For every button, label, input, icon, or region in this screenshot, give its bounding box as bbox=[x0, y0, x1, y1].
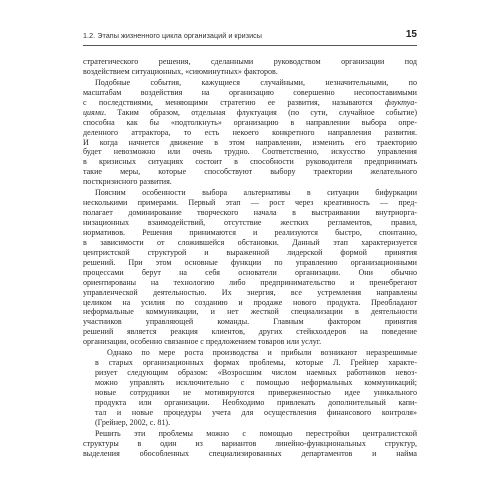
text-line: И когда начнется движение в этом направлении, изменить его траекторию bbox=[83, 137, 417, 147]
text-line: будет невозможно или очень трудно. Соответственно, искусство управления bbox=[83, 147, 417, 157]
text-line: в зависимости от сложившейся обстановки. Данный этап характеризуется bbox=[83, 237, 417, 247]
text-line: стратегического решения, сделанными руководством организации под bbox=[83, 57, 417, 66]
text-line: ориентированы на технологию либо предпринимательство и пренебрегают bbox=[83, 277, 417, 287]
text-line: структуры в один из вариантов линейно-функциональных структур, bbox=[83, 438, 417, 448]
text-line: центристской структурой и выраженной лидерской формой принятия bbox=[83, 247, 417, 257]
text-line: Решить эти проблемы можно с помощью перестройки централистской bbox=[95, 428, 417, 438]
page-body bbox=[83, 57, 417, 459]
text-line: низационных взаимодействий, отсутствие жестких регламентов, правил, bbox=[83, 218, 417, 227]
term-fluctuations-end: циями bbox=[83, 107, 104, 117]
text-run: . Таким образом, отдельная флуктуация (по сути, случайное событие) bbox=[103, 107, 417, 117]
text-line: воздействием ситуационных, «сиюминутных» факторов. bbox=[83, 66, 278, 76]
text-line bbox=[83, 108, 417, 118]
text-line: в старых организационных формах проблемы, которые Л. Грейнер характе- bbox=[95, 358, 417, 368]
text-line: решений является реакция клиентов, других стейкхолдеров на поведение bbox=[83, 327, 417, 337]
text-line: несколькими примерами. Первый этап — рост через креативность — пред- bbox=[83, 198, 417, 208]
text-line: можно управлять исключительно с помощью неформальных коммуникаций; bbox=[95, 378, 417, 387]
page-number: 15 bbox=[405, 29, 417, 40]
text-line: продукта или организации. Необходимо привлекать дополнительный капи- bbox=[95, 397, 417, 407]
text-line: деленного аттрактора, то есть некоего конкретного направления развития. bbox=[83, 127, 417, 137]
text-line: в кризисных ситуациях состоит в способности руководителя предпринимать bbox=[83, 157, 417, 167]
text-line: процессами берут на себя основатели организации. Они обычно bbox=[83, 267, 417, 277]
text-line: выделения обособленных специализированных департаментов и найма bbox=[83, 448, 417, 458]
text-line: нормативов. Решения принимаются и реализуются быстро, спонтанно, bbox=[83, 227, 417, 237]
text-line: Подобные события, кажущиеся случайными, незначительными, по bbox=[95, 77, 417, 87]
text-line: масштабам воздействия на организацию совершенно несопоставимыми bbox=[83, 87, 417, 97]
text-line: участников управляющей команды. Главным фактором принятия bbox=[83, 317, 417, 327]
text-line: целиком на усилия по созданию и продаже нового продукта. Преобладают bbox=[83, 297, 417, 307]
text-line: решений. При этом основные функции по управлению организационными bbox=[83, 257, 417, 267]
text-line: Поясним особенности выбора альтернативы в ситуации бифуркации bbox=[95, 188, 417, 198]
text-line: Однако по мере роста производства и прибыли возникают неразрешимые bbox=[107, 348, 417, 358]
running-header-title: 1.2. Этапы жизненного цикла организаций и кризисы bbox=[83, 31, 263, 40]
text-line: организации, особенно связанное с предложением товаров или услуг. bbox=[83, 337, 322, 347]
text-line bbox=[83, 98, 417, 108]
paragraph-solution bbox=[83, 429, 417, 459]
paragraph-fluctuations bbox=[83, 78, 417, 187]
text-line: управленческой деятельностью. Их энергия, все устремления направлены bbox=[83, 287, 417, 297]
text-line: способна как бы «подтолкнуть» организацию в направлении выбора опре- bbox=[83, 117, 417, 127]
paragraph-bifurcation bbox=[83, 188, 417, 347]
text-line: (Грейнер, 2002, с. 81). bbox=[95, 417, 171, 427]
text-line: такие меры, которые способствуют выбору траектории желательного bbox=[83, 167, 417, 177]
text-line: тал и новые процедуры учета для осуществления финансового контроля» bbox=[95, 407, 417, 417]
text-line: новые сотрудники не мотивируются приверженностью идее уникального bbox=[95, 387, 417, 397]
text-line: неформальные коммуникации, и нет жесткой специализации в деятельности bbox=[83, 307, 417, 317]
paragraph-continuation bbox=[83, 57, 417, 77]
term-fluctuations: флуктуа- bbox=[384, 97, 417, 107]
text-line: посткризисного развития. bbox=[83, 177, 172, 187]
text-line: ризует следующим образом: «Возросшим числом наемных работников невоз- bbox=[95, 368, 417, 378]
paragraph-greiner-quote bbox=[83, 348, 417, 428]
text-line: полагает доминирование творческого начала в выстраивании внутриорга- bbox=[83, 208, 417, 218]
running-header bbox=[83, 29, 417, 46]
text-run: с последствиями, меняющими стратегию ее развития, называются bbox=[83, 97, 385, 107]
